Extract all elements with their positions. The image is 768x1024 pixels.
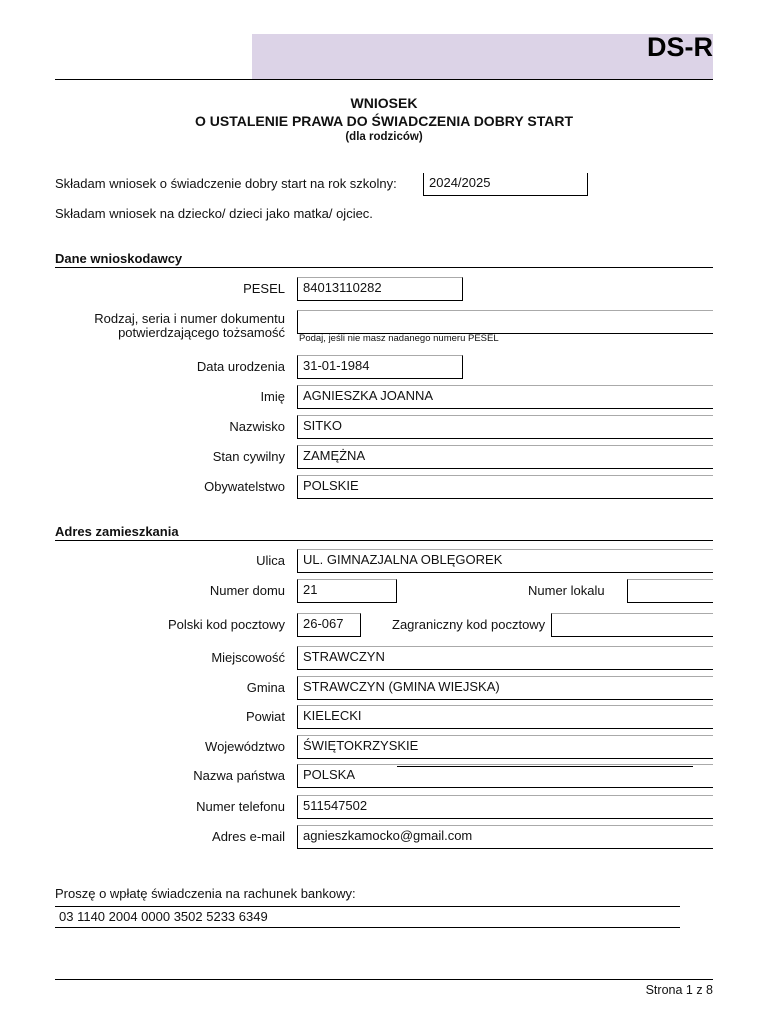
header-divider <box>55 79 713 80</box>
bank-account-top-line <box>55 906 680 907</box>
document-label-line2: potwierdzającego tożsamość <box>118 325 285 340</box>
city-field[interactable]: STRAWCZYN <box>297 646 713 670</box>
voivodeship-field[interactable]: ŚWIĘTOKRZYSKIE <box>297 735 713 759</box>
pesel-label: PESEL <box>243 281 285 296</box>
section-divider <box>55 267 713 268</box>
last-name-field[interactable]: SITKO <box>297 415 713 439</box>
document-label-line1: Rodzaj, seria i numer dokumentu <box>94 311 285 326</box>
house-number-field[interactable]: 21 <box>297 579 397 603</box>
first-name-label: Imię <box>260 389 285 404</box>
bank-account-field[interactable]: 03 1140 2004 0000 3502 5233 6349 <box>59 909 268 924</box>
document-hint: Podaj, jeśli nie masz nadanego numeru PESEL <box>299 333 499 344</box>
bank-account-bottom-line <box>55 927 680 928</box>
phone-label: Numer telefonu <box>196 799 285 814</box>
flat-number-field[interactable] <box>627 579 713 603</box>
email-field[interactable]: agnieszkamocko@gmail.com <box>297 825 713 849</box>
birth-date-label: Data urodzenia <box>196 359 285 374</box>
form-audience: (dla rodziców) <box>345 131 423 143</box>
email-label: Adres e-mail <box>212 829 285 844</box>
country-field[interactable]: POLSKA <box>297 764 713 788</box>
section-divider <box>55 540 713 541</box>
foreign-postal-code-field[interactable] <box>551 613 713 637</box>
city-label: Miejscowość <box>211 650 285 665</box>
commune-label: Gmina <box>246 680 285 695</box>
school-year-label: Składam wniosek o świadczenie dobry start na rok szkolny: <box>55 176 397 191</box>
first-name-field[interactable]: AGNIESZKA JOANNA <box>297 385 713 409</box>
birth-date-field[interactable]: 31-01-1984 <box>297 355 463 379</box>
commune-field[interactable]: STRAWCZYN (GMINA WIEJSKA) <box>297 676 713 700</box>
street-label: Ulica <box>256 553 285 568</box>
foreign-postal-code-label: Zagraniczny kod pocztowy <box>392 617 546 632</box>
school-year-field[interactable]: 2024/2025 <box>423 173 588 196</box>
postal-code-field[interactable]: 26-067 <box>297 613 361 637</box>
county-label: Powiat <box>245 709 285 724</box>
citizenship-label: Obywatelstwo <box>204 479 285 494</box>
street-field[interactable]: UL. GIMNAZJALNA OBLĘGOREK <box>297 549 713 573</box>
phone-field[interactable]: 511547502 <box>297 795 713 819</box>
voivodeship-label: Województwo <box>205 739 285 754</box>
county-field[interactable]: KIELECKI <box>297 705 713 729</box>
form-title: WNIOSEK <box>350 95 418 111</box>
last-name-label: Nazwisko <box>229 419 285 434</box>
address-section-title: Adres zamieszkania <box>55 524 179 539</box>
applicant-section-title: Dane wnioskodawcy <box>55 251 183 266</box>
form-subtitle: O USTALENIE PRAWA DO ŚWIADCZENIA DOBRY START <box>194 113 573 129</box>
flat-number-label: Numer lokalu <box>528 583 605 598</box>
citizenship-field[interactable]: POLSKIE <box>297 475 713 499</box>
form-code: DS-R <box>647 32 713 62</box>
document-field[interactable] <box>297 310 713 334</box>
house-number-label: Numer domu <box>209 583 285 598</box>
country-label: Nazwa państwa <box>193 768 285 783</box>
postal-code-label: Polski kod pocztowy <box>167 617 285 632</box>
form-header-band <box>252 34 713 79</box>
footer-divider <box>55 979 713 980</box>
page-indicator: Strona 1 z 8 <box>645 983 713 997</box>
pesel-field[interactable]: 84013110282 <box>297 277 463 301</box>
marital-status-field[interactable]: ZAMĘŻNA <box>297 445 713 469</box>
bank-account-label: Proszę o wpłatę świadczenia na rachunek bankowy: <box>55 886 356 901</box>
marital-status-label: Stan cywilny <box>212 449 285 464</box>
parent-statement: Składam wniosek na dziecko/ dzieci jako matka/ ojciec. <box>55 206 373 221</box>
